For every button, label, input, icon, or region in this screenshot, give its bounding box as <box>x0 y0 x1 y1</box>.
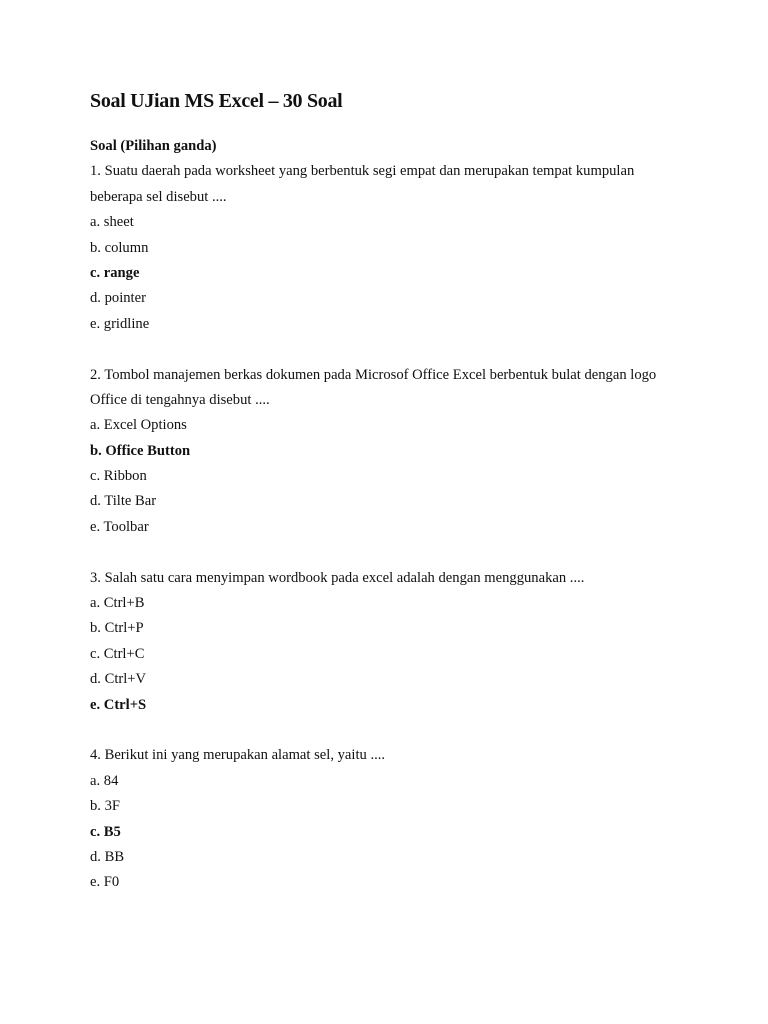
spacer <box>90 337 730 362</box>
answer-option-correct: e. Ctrl+S <box>90 696 147 713</box>
answer-option: b. Ctrl+P <box>90 620 144 637</box>
question-text: 3. Salah satu cara menyimpan wordbook pada excel adalah dengan menggunakan .... <box>90 569 585 586</box>
section-heading: Soal (Pilihan ganda) <box>90 138 217 154</box>
question-text: Office di tengahnya disebut .... <box>90 391 270 408</box>
answer-option: c. Ribbon <box>90 468 147 485</box>
answer-option: a. Ctrl+B <box>90 595 145 612</box>
answer-option: e. Toolbar <box>90 518 149 535</box>
answer-option: e. F0 <box>90 874 120 891</box>
question-text: 2. Tombol manajemen berkas dokumen pada Microsof Office Excel berbentuk bulat dengan logo <box>90 366 657 383</box>
answer-option-correct: b. Office Button <box>90 442 191 459</box>
document-title: Soal UJian MS Excel – 30 Soal <box>90 90 343 112</box>
spacer <box>90 540 730 565</box>
answer-option: c. Ctrl+C <box>90 645 145 662</box>
answer-option: d. Tilte Bar <box>90 493 157 510</box>
question-text: 1. Suatu daerah pada worksheet yang berbentuk segi empat dan merupakan tempat kumpulan <box>90 163 635 180</box>
answer-option: d. BB <box>90 848 125 865</box>
question-1 <box>90 159 730 362</box>
question-text: beberapa sel disebut .... <box>90 188 227 205</box>
question-3 <box>90 566 730 744</box>
question-list <box>90 159 730 895</box>
answer-option: a. 84 <box>90 772 119 789</box>
answer-option-correct: c. range <box>90 264 140 281</box>
question-4 <box>90 743 730 895</box>
answer-option: e. gridline <box>90 315 150 332</box>
answer-option: a. Excel Options <box>90 417 187 434</box>
spacer <box>90 718 730 743</box>
answer-option: b. column <box>90 239 149 256</box>
answer-option: b. 3F <box>90 798 121 815</box>
question-2 <box>90 363 730 566</box>
answer-option: d. Ctrl+V <box>90 671 147 688</box>
answer-option: a. sheet <box>90 214 134 231</box>
document-body <box>90 134 730 896</box>
answer-option-correct: c. B5 <box>90 823 121 840</box>
question-text: 4. Berikut ini yang merupakan alamat sel, yaitu .... <box>90 747 386 764</box>
answer-option: d. pointer <box>90 290 146 307</box>
